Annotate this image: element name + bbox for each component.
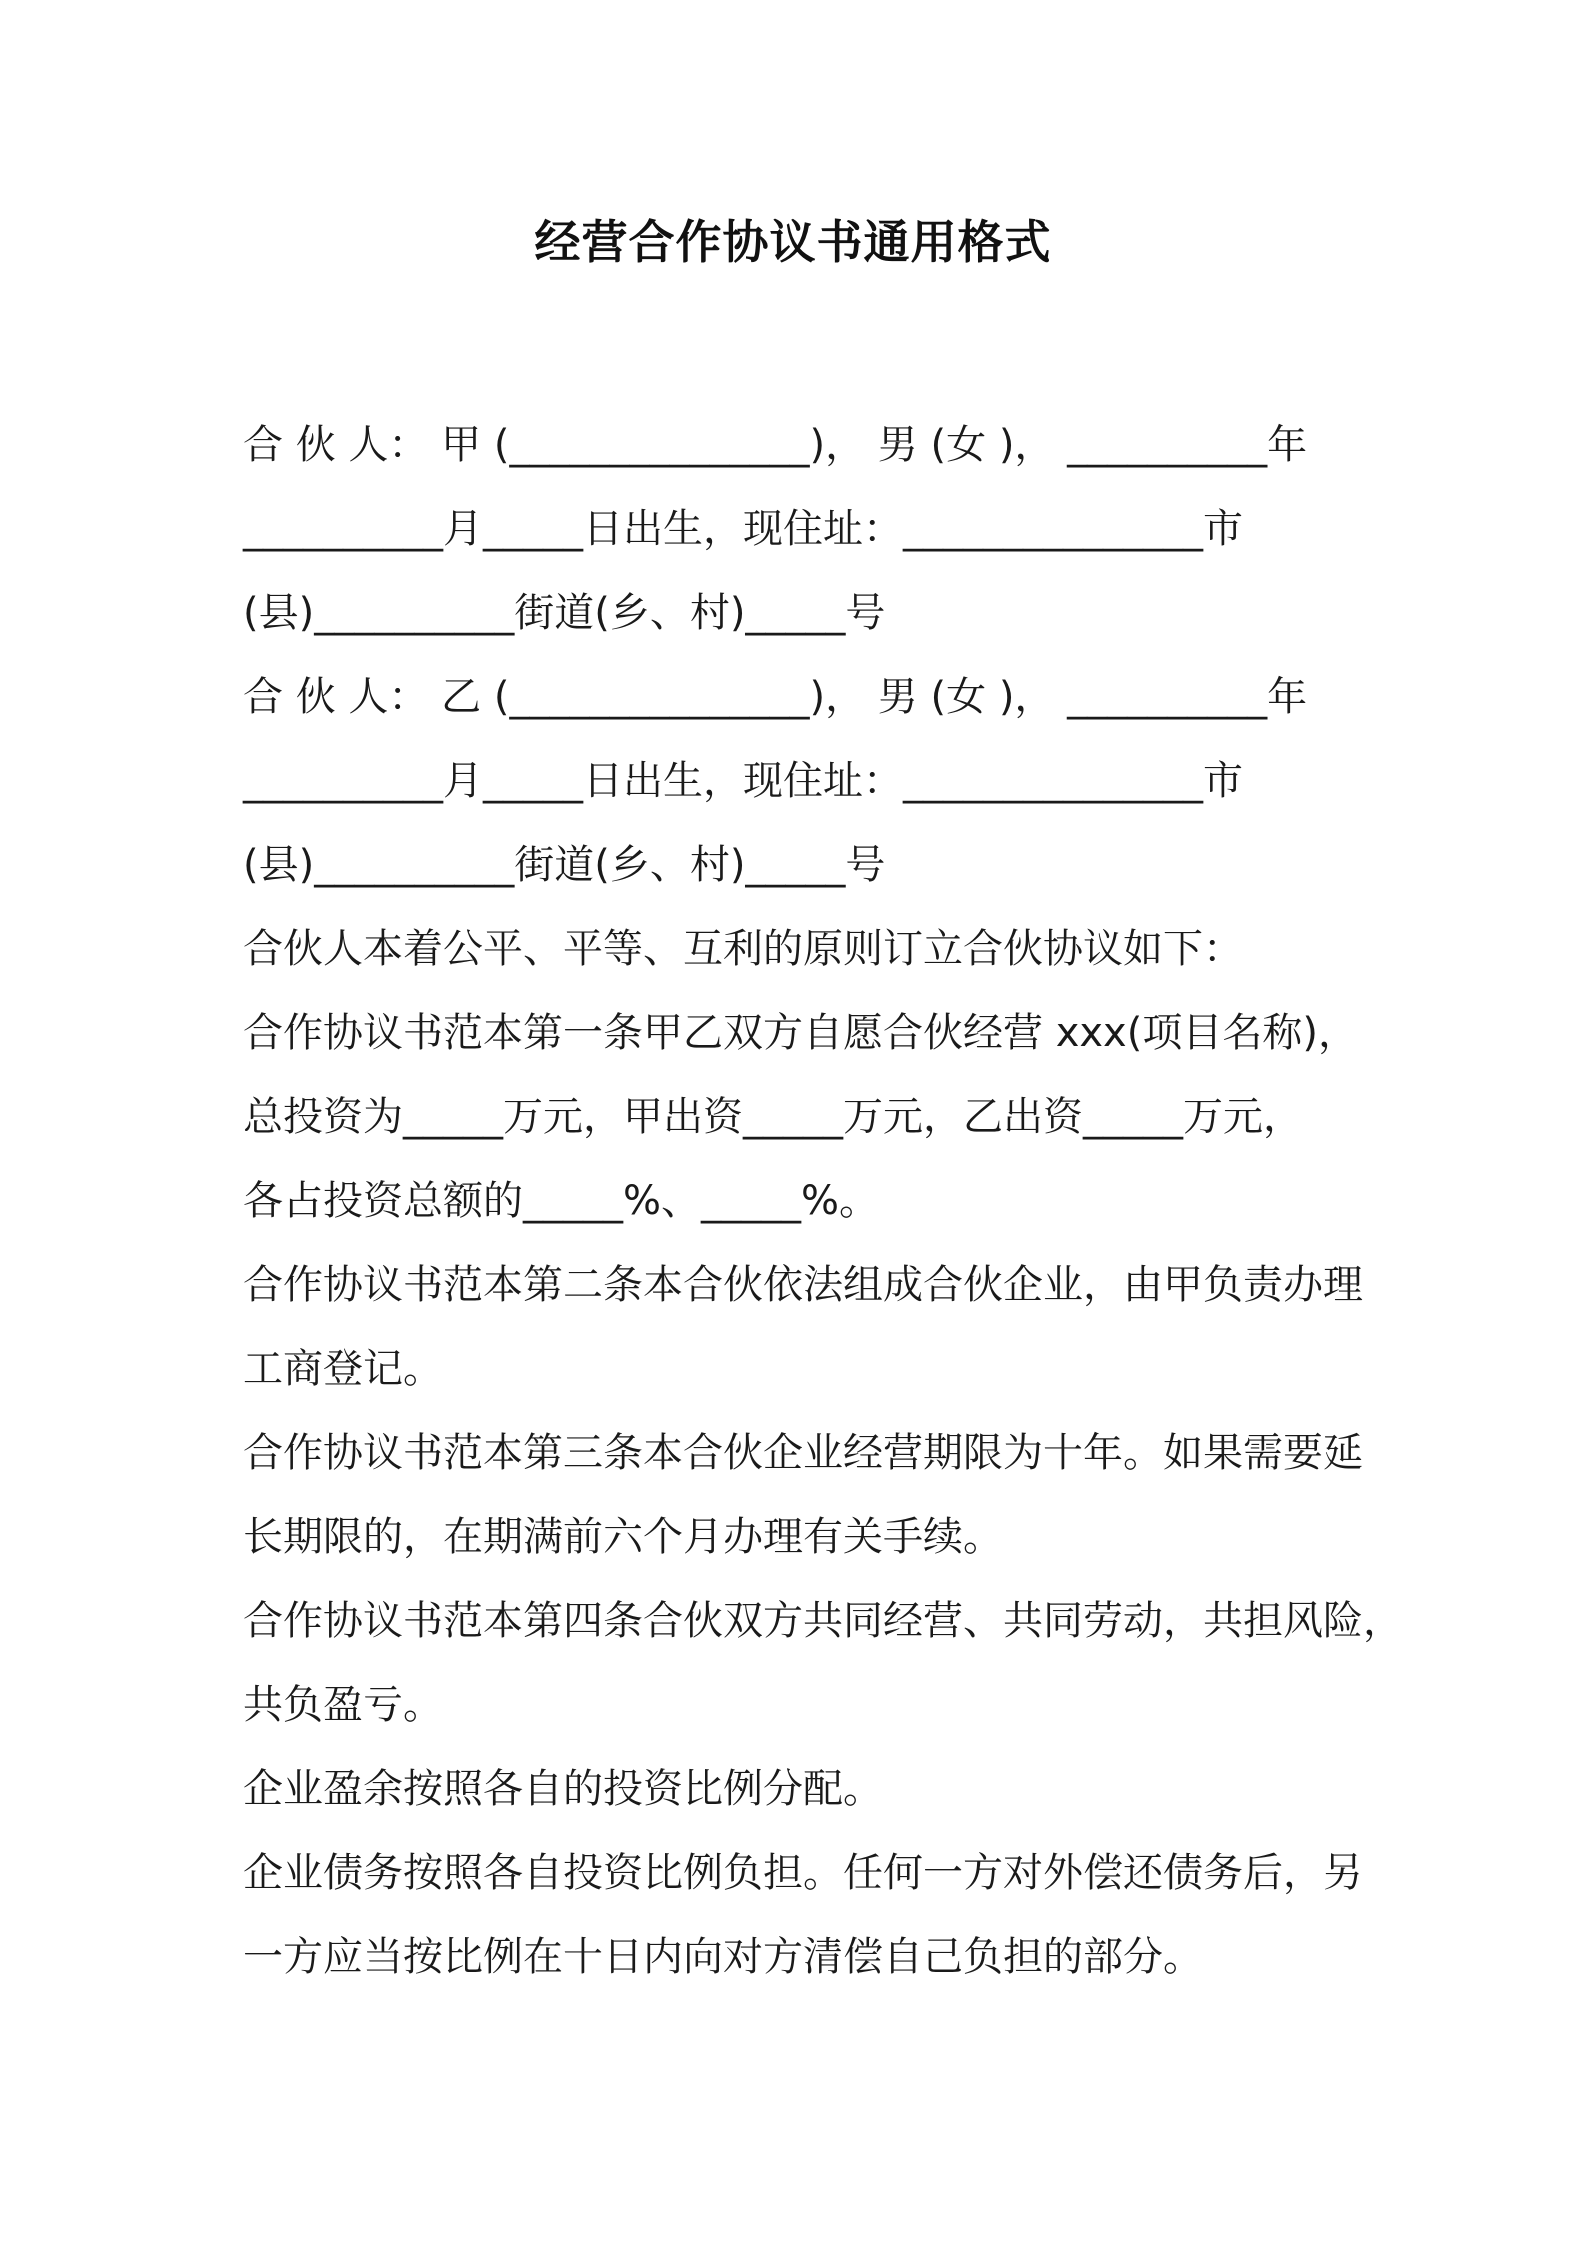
debt-line-1: 企业债务按照各自投资比例负担。任何一方对外偿还债务后，另 (243, 1850, 1363, 1896)
article-4-line-1: 合作协议书范本第四条合伙双方共同经营、共同劳动，共担风险， (243, 1598, 1403, 1644)
preamble-line: 合伙人本着公平、平等、互利的原则订立合伙协议如下： (243, 926, 1243, 972)
partner-a-line-1: 合 伙 人： 甲 (_______________)， 男 (女 )， __________年 (243, 422, 1308, 468)
document-title: 经营合作协议书通用格式 (534, 215, 1052, 269)
article-3-line-1: 合作协议书范本第三条本合伙企业经营期限为十年。如果需要延 (243, 1430, 1363, 1476)
article-2-line-2: 工商登记。 (243, 1346, 443, 1392)
article-1-line-2: 总投资为_____万元，甲出资_____万元，乙出资_____万元， (243, 1094, 1303, 1140)
debt-line-2: 一方应当按比例在十日内向对方清偿自己负担的部分。 (243, 1934, 1203, 1980)
article-2-line-1: 合作协议书范本第二条本合伙依法组成合伙企业，由甲负责办理 (243, 1262, 1363, 1308)
partner-b-line-1: 合 伙 人： 乙 (_______________)， 男 (女 )， __________年 (243, 674, 1308, 720)
profit-distribution-line: 企业盈余按照各自的投资比例分配。 (243, 1766, 883, 1812)
article-3-line-2: 长期限的，在期满前六个月办理有关手续。 (243, 1514, 1003, 1560)
partner-b-line-2: __________月_____日出生，现住址：_______________市 (243, 758, 1243, 804)
article-1-line-3: 各占投资总额的_____%、_____%。 (243, 1178, 880, 1224)
partner-a-line-3: (县)__________街道(乡、村)_____号 (243, 590, 886, 636)
document-body (243, 403, 1403, 1999)
article-4-line-2: 共负盈亏。 (243, 1682, 443, 1728)
partner-a-line-2: __________月_____日出生，现住址：_______________市 (243, 506, 1243, 552)
article-1-line-1: 合作协议书范本第一条甲乙双方自愿合伙经营 xxx(项目名称)， (243, 1010, 1358, 1056)
partner-b-line-3: (县)__________街道(乡、村)_____号 (243, 842, 886, 888)
